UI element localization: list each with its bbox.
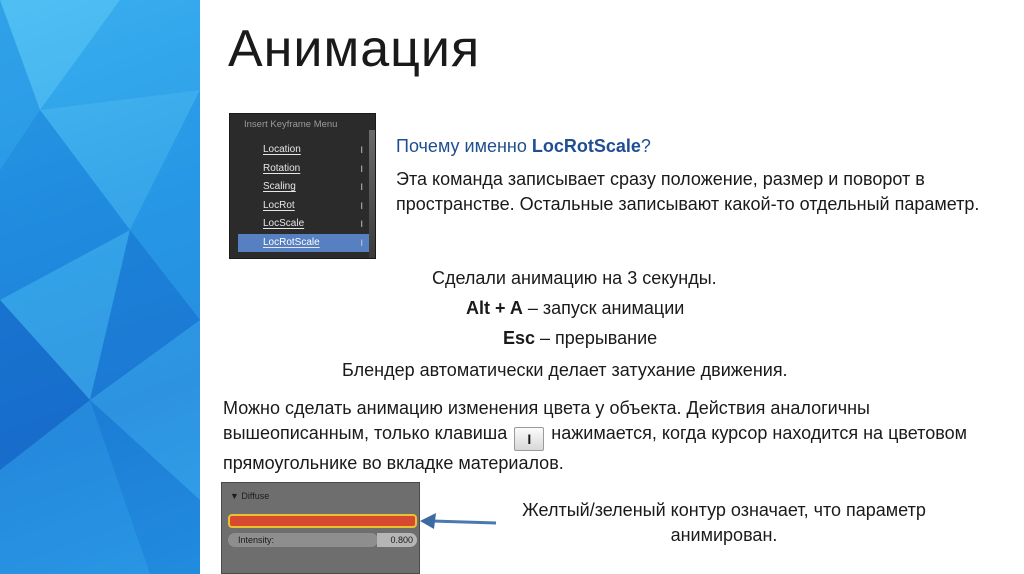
- diffuse-panel: [221, 482, 420, 574]
- diffuse-color-swatch[interactable]: [228, 514, 417, 528]
- keyframe-item-label: LocRotScale: [263, 236, 320, 248]
- color-animation-text: [223, 396, 1003, 475]
- arrow-left-icon: [418, 511, 498, 535]
- question-suffix: ?: [640, 136, 651, 156]
- keyframe-item-mark: I: [360, 200, 363, 211]
- question-keyword: LocRotScale: [531, 136, 641, 156]
- question-prefix: Почему именно: [396, 136, 532, 156]
- i-key-icon: I: [514, 427, 544, 451]
- intensity-slider[interactable]: [228, 533, 378, 547]
- keyframe-item-label: Location: [263, 144, 301, 155]
- explanation-text: Эта команда записывает сразу положение, размер и поворот в пространстве. Остальные записывают какой-то отдельный параметр.: [396, 169, 980, 214]
- alt-a-instruction: [466, 296, 684, 321]
- color-anim-before: Можно сделать анимацию изменения цвета у объекта. Действия аналогичны вышеописанным, только клавиша: [223, 398, 870, 443]
- esc-key: Esc: [503, 328, 536, 348]
- page-title: Анимация: [228, 20, 481, 78]
- intensity-value[interactable]: 0.800: [377, 533, 417, 547]
- keyframe-item-locscale[interactable]: [238, 215, 372, 234]
- esc-instruction: [503, 326, 657, 351]
- intensity-label: Intensity:: [238, 535, 275, 545]
- outline-note: Желтый/зеленый контур означает, что параметр анимирован.: [522, 500, 926, 545]
- keyframe-item-label: LocScale: [263, 218, 305, 229]
- keyframe-item-label: Scaling: [263, 181, 296, 192]
- keyframe-item-mark: I: [360, 219, 363, 229]
- keyframe-item-mark: I: [360, 237, 363, 248]
- keyframe-item-location[interactable]: [238, 141, 372, 160]
- triangle-pattern: [0, 0, 200, 574]
- alt-a-text: – запуск анимации: [522, 298, 685, 318]
- keyframe-menu-header: Insert Keyframe Menu: [244, 119, 338, 130]
- keyframe-item-mark: I: [360, 163, 363, 174]
- keyframe-item-scaling[interactable]: [238, 178, 372, 197]
- keyframe-item-locrotscale[interactable]: [238, 234, 372, 253]
- question-heading: [396, 134, 651, 159]
- keyframe-menu-list: [238, 141, 372, 252]
- blender-damping-text: Блендер автоматически делает затухание движения.: [342, 360, 788, 380]
- diffuse-header[interactable]: ▼ Diffuse: [230, 491, 270, 501]
- decorative-side-band: [0, 0, 200, 574]
- keyframe-item-mark: I: [360, 182, 363, 192]
- animation-duration-text: Сделали анимацию на 3 секунды.: [432, 268, 717, 288]
- keyframe-item-label: LocRot: [263, 199, 295, 211]
- viewport-edge: [369, 130, 375, 259]
- keyframe-item-locrot[interactable]: [238, 197, 372, 216]
- color-anim-after: нажимается, когда курсор находится на цветовом прямоугольнике во вкладке материалов.: [223, 422, 967, 473]
- keyframe-item-label: Rotation: [263, 162, 301, 174]
- alt-a-key: Alt + A: [466, 298, 523, 318]
- insert-keyframe-menu: [229, 113, 376, 259]
- esc-text: – прерывание: [535, 328, 658, 348]
- keyframe-item-rotation[interactable]: [238, 160, 372, 179]
- keyframe-item-mark: I: [360, 145, 363, 155]
